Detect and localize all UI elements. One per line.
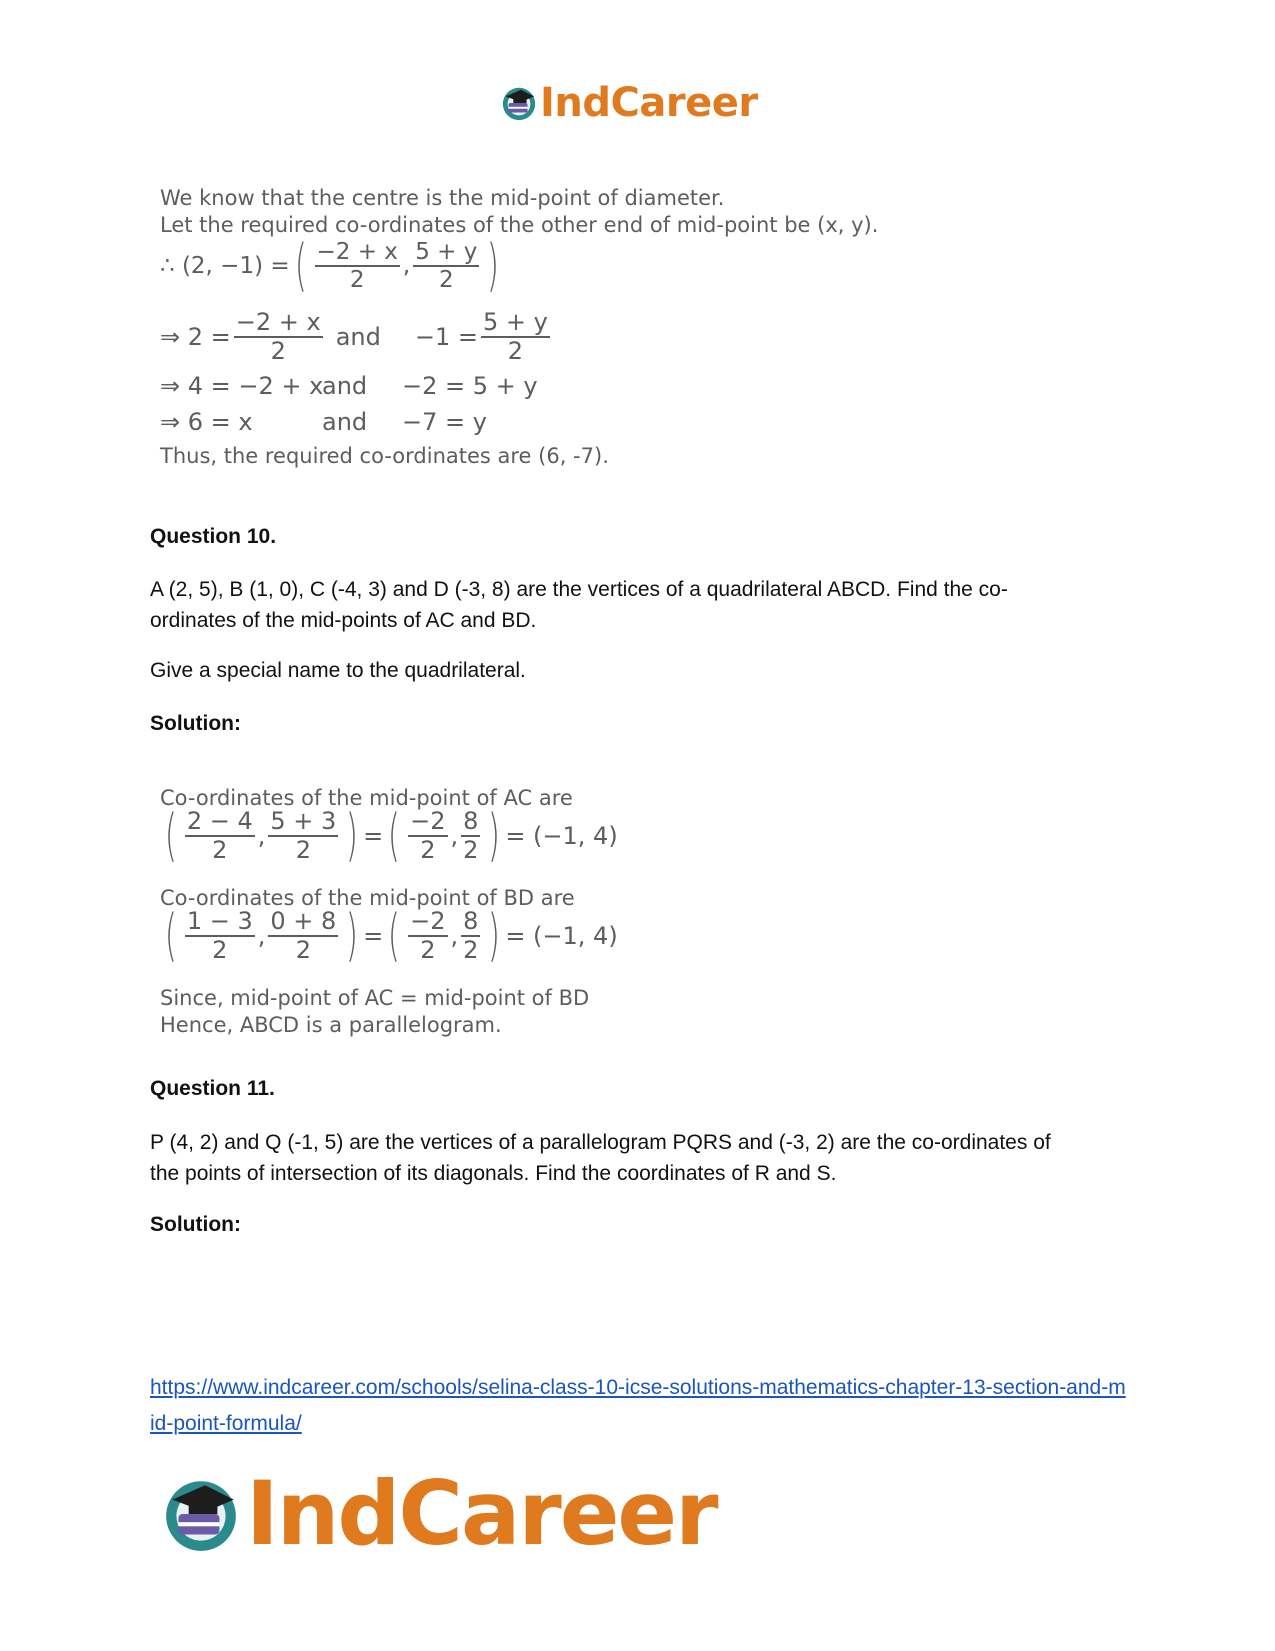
math-line: Thus, the required co-ordinates are (6, -7). <box>160 444 609 468</box>
math-line: We know that the centre is the mid-point of diameter. <box>160 186 725 210</box>
math-equation: ⇒ 4 = −2 + x and −2 = 5 + y <box>160 372 538 400</box>
solution-10-math-image <box>152 786 618 1058</box>
math-equation: ( $\frac{1 - 3}{2}$ , $\frac{0 + 8}{2}$ ) = ( $\frac{-2}{2}$ , $\frac{8}{2}$ ) = (−1, 4) <box>164 903 618 968</box>
question-10-text-2: Give a special name to the quadrilateral. <box>150 659 526 682</box>
source-link[interactable]: https://www.indcareer.com/schools/selina-class-10-icse-solutions-mathematics-chapter-13-section-and-mid-point-formula/ <box>150 1376 1126 1435</box>
math-equation: ∴ (2, −1) = ( $\frac{-2 + x}{2}$ , $\frac{5 + y}{2}$ ) <box>160 233 500 298</box>
math-equation: ⇒ 2 = $\frac{-2 + x}{2}$ and −1 = $\frac{5 + y}{2}$ <box>160 308 548 366</box>
solution-9-math-image <box>152 186 879 496</box>
solution-label: Solution: <box>150 712 241 735</box>
question-10-heading: Question 10. <box>150 525 277 548</box>
math-line: Let the required co-ordinates of the other end of mid-point be (x, y). <box>160 213 879 237</box>
question-11-text: P (4, 2) and Q (-1, 5) are the vertices of a parallelogram PQRS and (-3, 2) are the co-ordinates of the points of intersection of its diagonals. Find the coordinates of R and S. <box>150 1131 1051 1185</box>
graduation-cap-icon <box>160 1473 242 1555</box>
footer-logo <box>160 1462 717 1565</box>
math-line: Since, mid-point of AC = mid-point of BD <box>160 986 590 1010</box>
question-11-heading: Question 11. <box>150 1077 275 1100</box>
solution-label: Solution: <box>150 1213 241 1236</box>
math-line: Co-ordinates of the mid-point of AC are <box>160 786 573 810</box>
graduation-cap-icon <box>500 84 538 122</box>
math-line: Hence, ABCD is a parallelogram. <box>160 1013 502 1037</box>
header-logo <box>500 78 758 128</box>
math-equation: ( $\frac{2 - 4}{2}$ , $\frac{5 + 3}{2}$ ) = ( $\frac{-2}{2}$ , $\frac{8}{2}$ ) = (−1, 4) <box>164 803 618 868</box>
header-logo-text: IndCareer <box>540 80 758 126</box>
question-10-text: A (2, 5), B (1, 0), C (-4, 3) and D (-3, 8) are the vertices of a quadrilateral ABCD. Find the co-ordinates of the mid-points of AC and BD. <box>150 578 1008 632</box>
math-equation: ⇒ 6 = x and −7 = y <box>160 408 487 436</box>
math-line: Co-ordinates of the mid-point of BD are <box>160 886 575 910</box>
footer-logo-text: IndCareer <box>246 1462 717 1565</box>
